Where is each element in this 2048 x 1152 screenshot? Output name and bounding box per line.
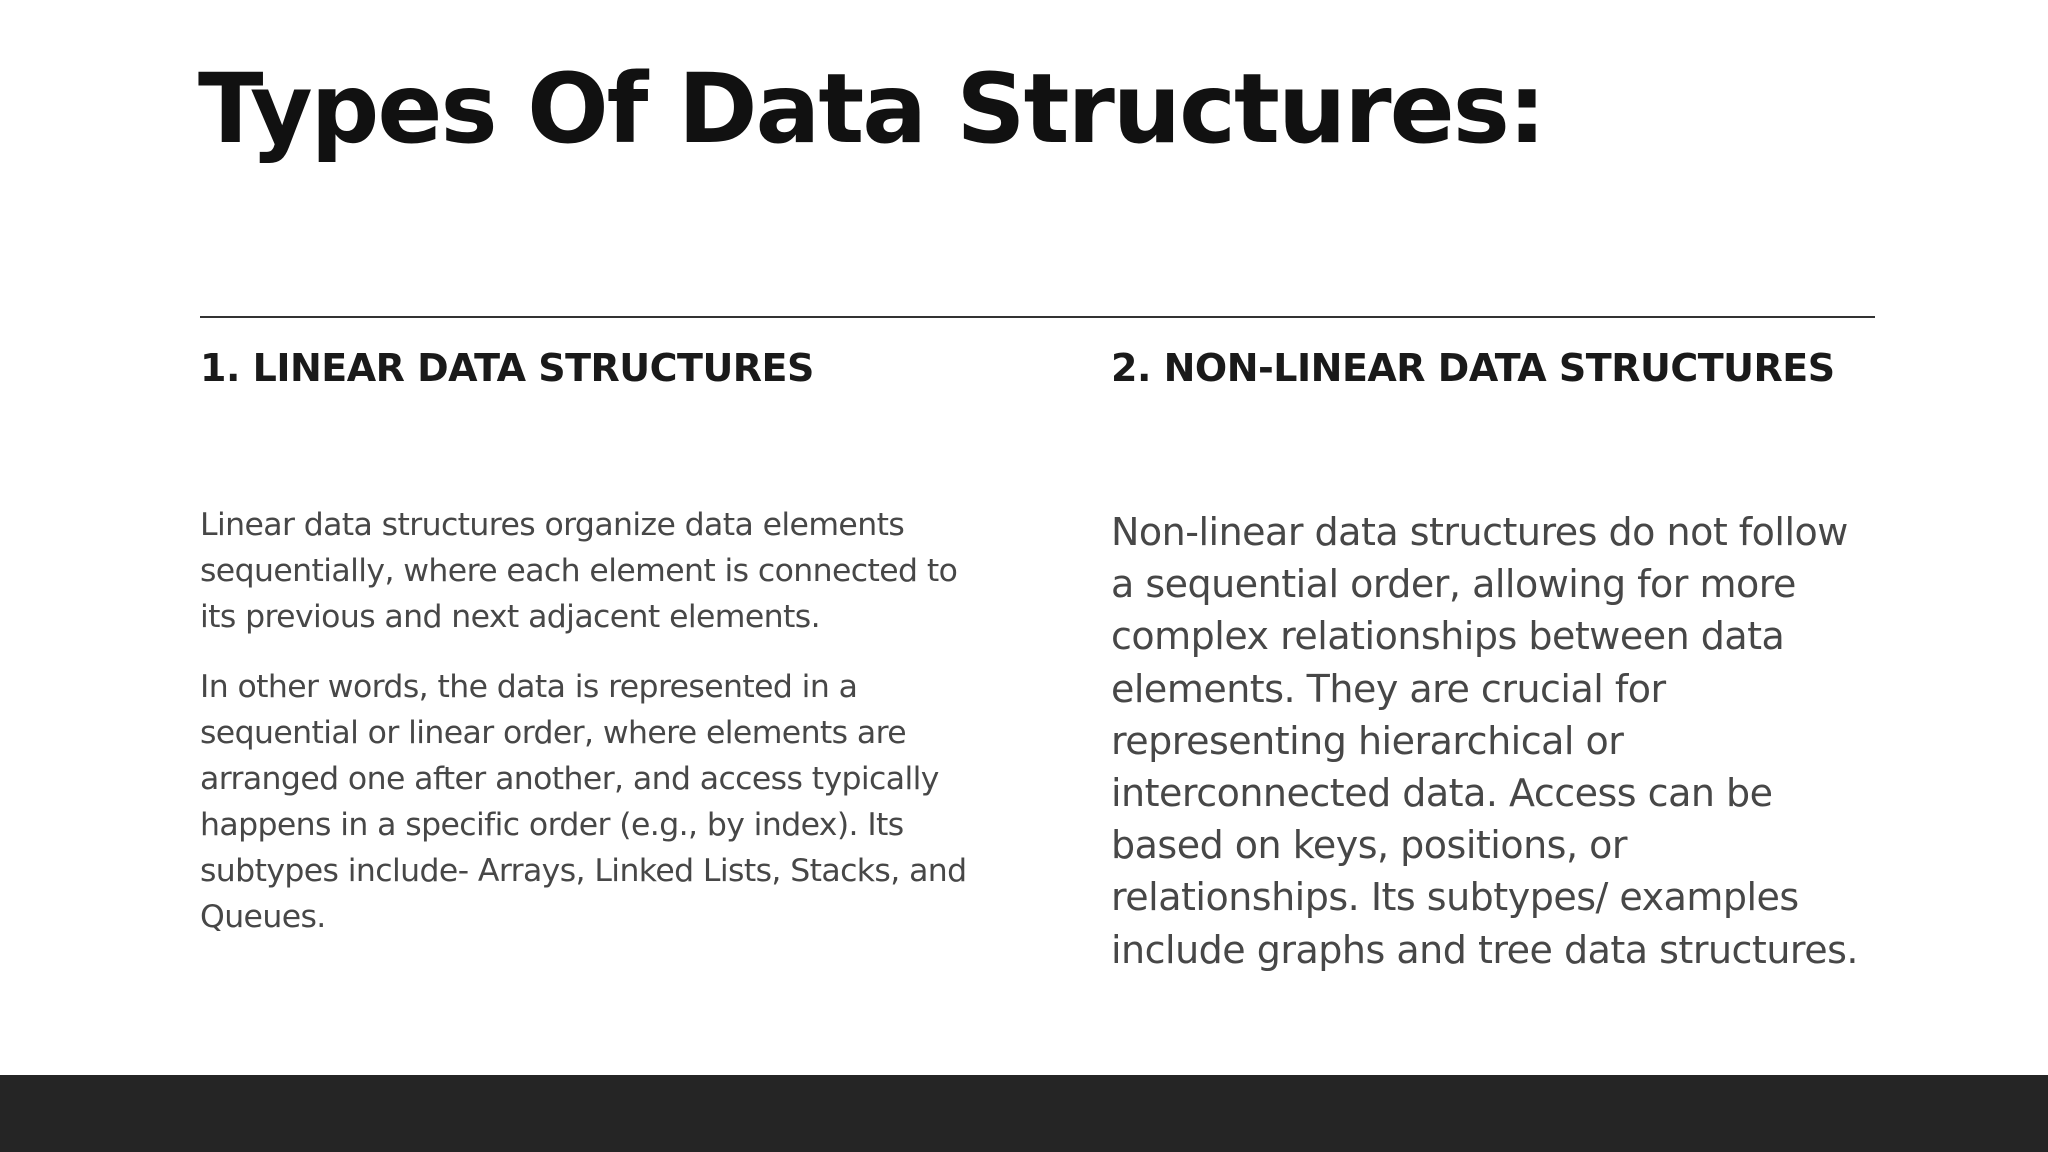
- slide-title: Types Of Data Structures:: [198, 53, 1545, 165]
- non-linear-heading: 2. NON-LINEAR DATA STRUCTURES: [1111, 346, 1835, 390]
- non-linear-column: [1111, 340, 1881, 976]
- non-linear-paragraph: Non-linear data structures do not follow a sequential order, allowing for more complex relationships between data elements. They are crucial for representing hierarchical or interconnected data. Access can be based on keys, positions, or relationships. Its subtypes/ examples include graphs and tree data structures.: [1111, 510, 1858, 972]
- footer-bar: [0, 1075, 2048, 1152]
- linear-heading: 1. LINEAR DATA STRUCTURES: [200, 346, 814, 390]
- linear-column: [200, 340, 980, 940]
- linear-paragraph-1: Linear data structures organize data elements sequentially, where each element is connected to its previous and next adjacent elements.: [200, 507, 958, 635]
- linear-paragraph-2: In other words, the data is represented in a sequential or linear order, where elements are arranged one after another, and access typically happens in a specific order (e.g., by index). Its subtypes include- Arrays, Linked Lists, Stacks, and Queues.: [200, 669, 967, 935]
- header-divider: [200, 316, 1875, 318]
